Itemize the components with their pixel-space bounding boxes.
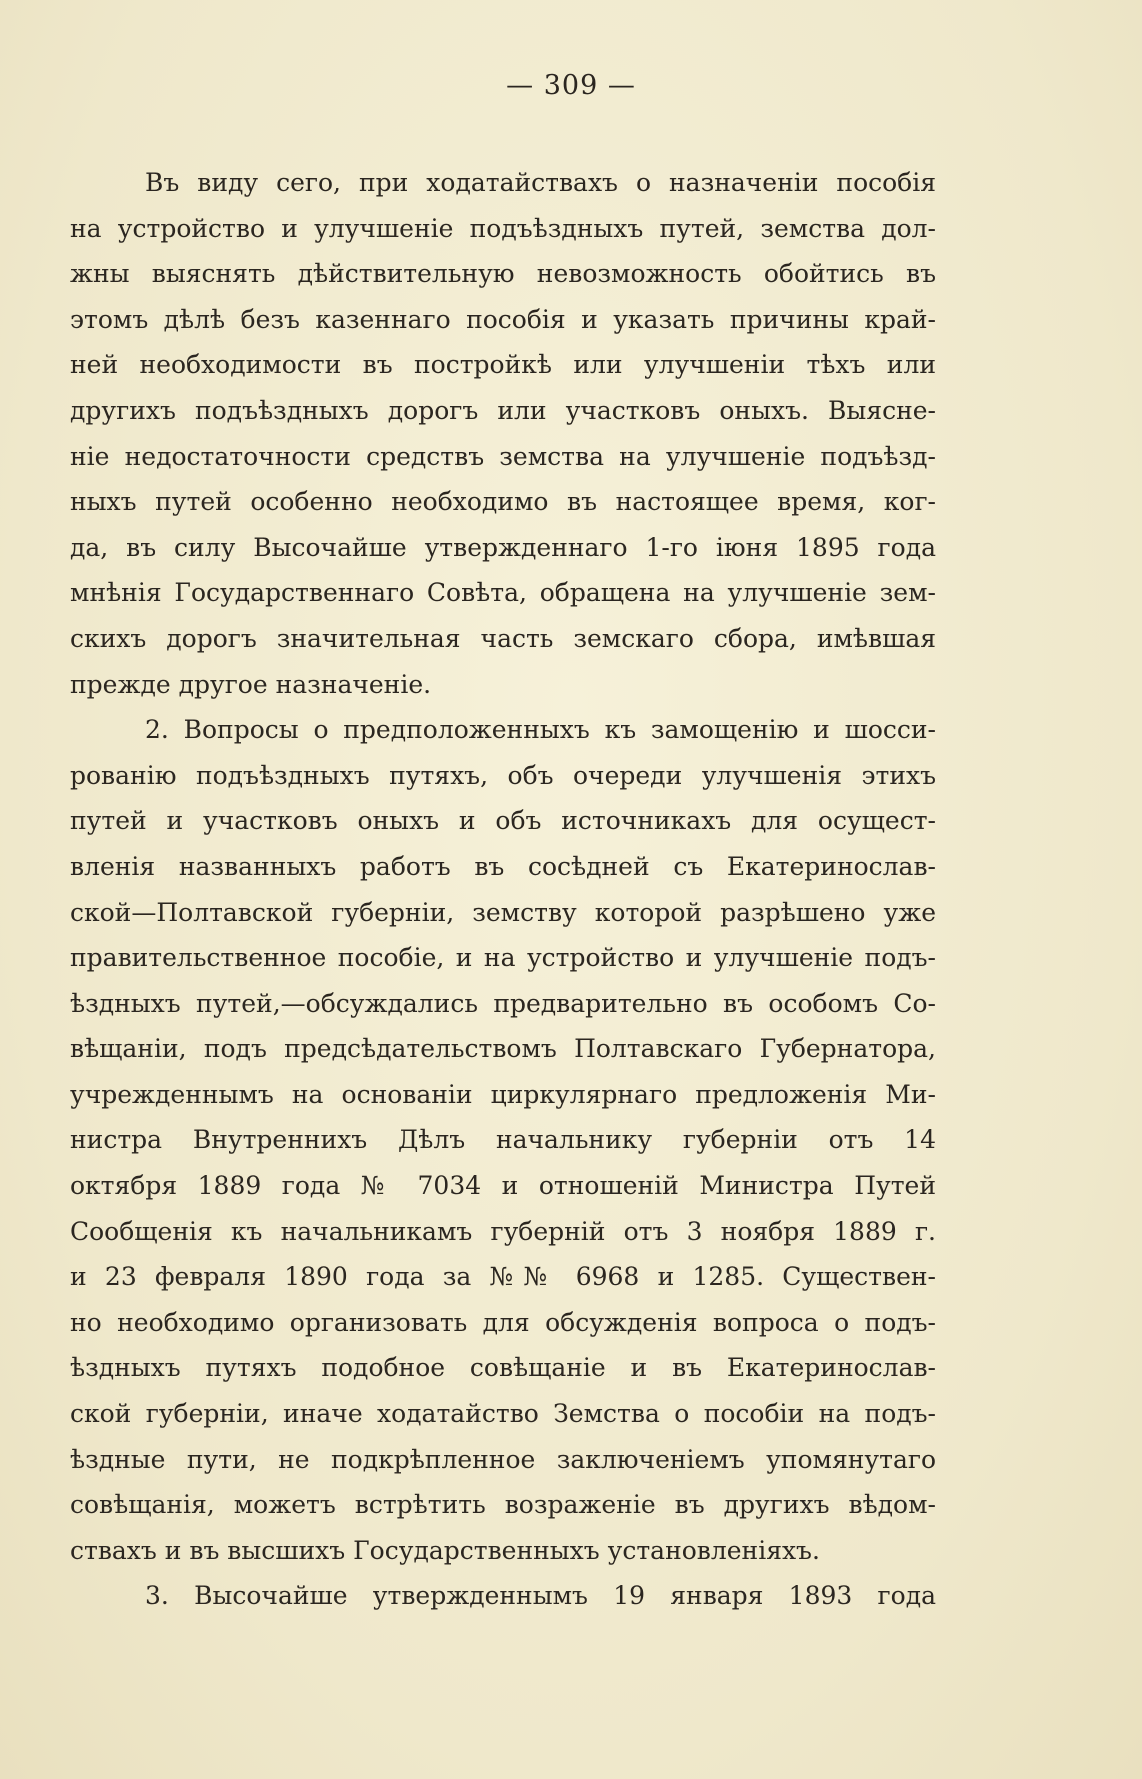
text-line: другихъ подъѣздныхъ дорогъ или участковъ оныхъ. Выясне-: [70, 395, 936, 425]
text-line: Сообщенія къ начальникамъ губерній отъ 3 ноября 1889 г.: [70, 1216, 936, 1246]
text-line: нистра Внутреннихъ Дѣлъ начальнику губерніи отъ 14: [70, 1125, 936, 1155]
text-line: прежде другое назначеніе.: [70, 669, 432, 699]
text-line: совѣщанія, можетъ встрѣтить возраженіе въ другихъ вѣдом-: [70, 1490, 936, 1520]
text-line: жны выяснять дѣйствительную невозможность обойтись въ: [70, 259, 936, 289]
text-line: но необходимо организовать для обсужденія вопроса о подъ-: [70, 1307, 936, 1337]
text-line: скихъ дорогъ значительная часть земскаго сбора, имѣвшая: [70, 623, 936, 653]
text-line: ѣздные пути, не подкрѣпленное заключеніемъ упомянутаго: [70, 1444, 936, 1474]
text-line: мнѣнія Государственнаго Совѣта, обращена на улучшеніе зем-: [70, 578, 936, 608]
text-line: ныхъ путей особенно необходимо въ настоящее время, ког-: [70, 487, 936, 517]
text-line: ской—Полтавской губерніи, земству которой разрѣшено уже: [70, 897, 936, 927]
text-line: вѣщаніи, подъ предсѣдательствомъ Полтавскаго Губернатора,: [70, 1034, 936, 1064]
text-line: Въ виду сего, при ходатайствахъ о назначеніи пособія: [145, 168, 936, 197]
text-line: этомъ дѣлѣ безъ казеннаго пособія и указать причины край-: [70, 304, 936, 334]
text-line: ствахъ и въ высшихъ Государственныхъ установленіяхъ.: [70, 1535, 820, 1565]
text-line: ней необходимости въ постройкѣ или улучшеніи тѣхъ или: [70, 350, 936, 380]
text-line: на устройство и улучшеніе подъѣздныхъ путей, земства дол-: [70, 213, 936, 243]
text-line: правительственное пособіе, и на устройство и улучшеніе подъ-: [70, 943, 936, 973]
text-line: и 23 февраля 1890 года за №№ 6968 и 1285. Существен-: [70, 1262, 936, 1292]
text-line: рованію подъѣздныхъ путяхъ, объ очереди улучшенія этихъ: [70, 760, 936, 790]
text-line: октября 1889 года № 7034 и отношеній Министра Путей: [70, 1171, 936, 1201]
text-line: путей и участковъ оныхъ и объ источникахъ для осущест-: [70, 806, 936, 836]
text-line: ской губерніи, иначе ходатайство Земства о пособіи на подъ-: [70, 1399, 936, 1429]
text-line: ѣздныхъ путей,—обсуждались предварительно въ особомъ Со-: [70, 988, 936, 1018]
text-line: вленія названныхъ работъ въ сосѣдней съ Екатеринослав-: [70, 851, 936, 881]
body-text: [70, 160, 936, 1619]
page-number: — 309 —: [506, 70, 636, 101]
text-line: 3. Высочайше утвержденнымъ 19 января 1893 года: [145, 1581, 936, 1611]
text-line: ніе недостаточности средствъ земства на улучшеніе подъѣзд-: [70, 441, 936, 471]
text-line: да, въ силу Высочайше утвержденнаго 1-го іюня 1895 года: [70, 532, 936, 562]
text-line: учрежденнымъ на основаніи циркулярнаго предложенія Ми-: [70, 1079, 936, 1109]
text-line: 2. Вопросы о предположенныхъ къ замощенію и шосси-: [145, 715, 936, 745]
text-line: ѣздныхъ путяхъ подобное совѣщаніе и въ Екатеринослав-: [70, 1353, 936, 1383]
